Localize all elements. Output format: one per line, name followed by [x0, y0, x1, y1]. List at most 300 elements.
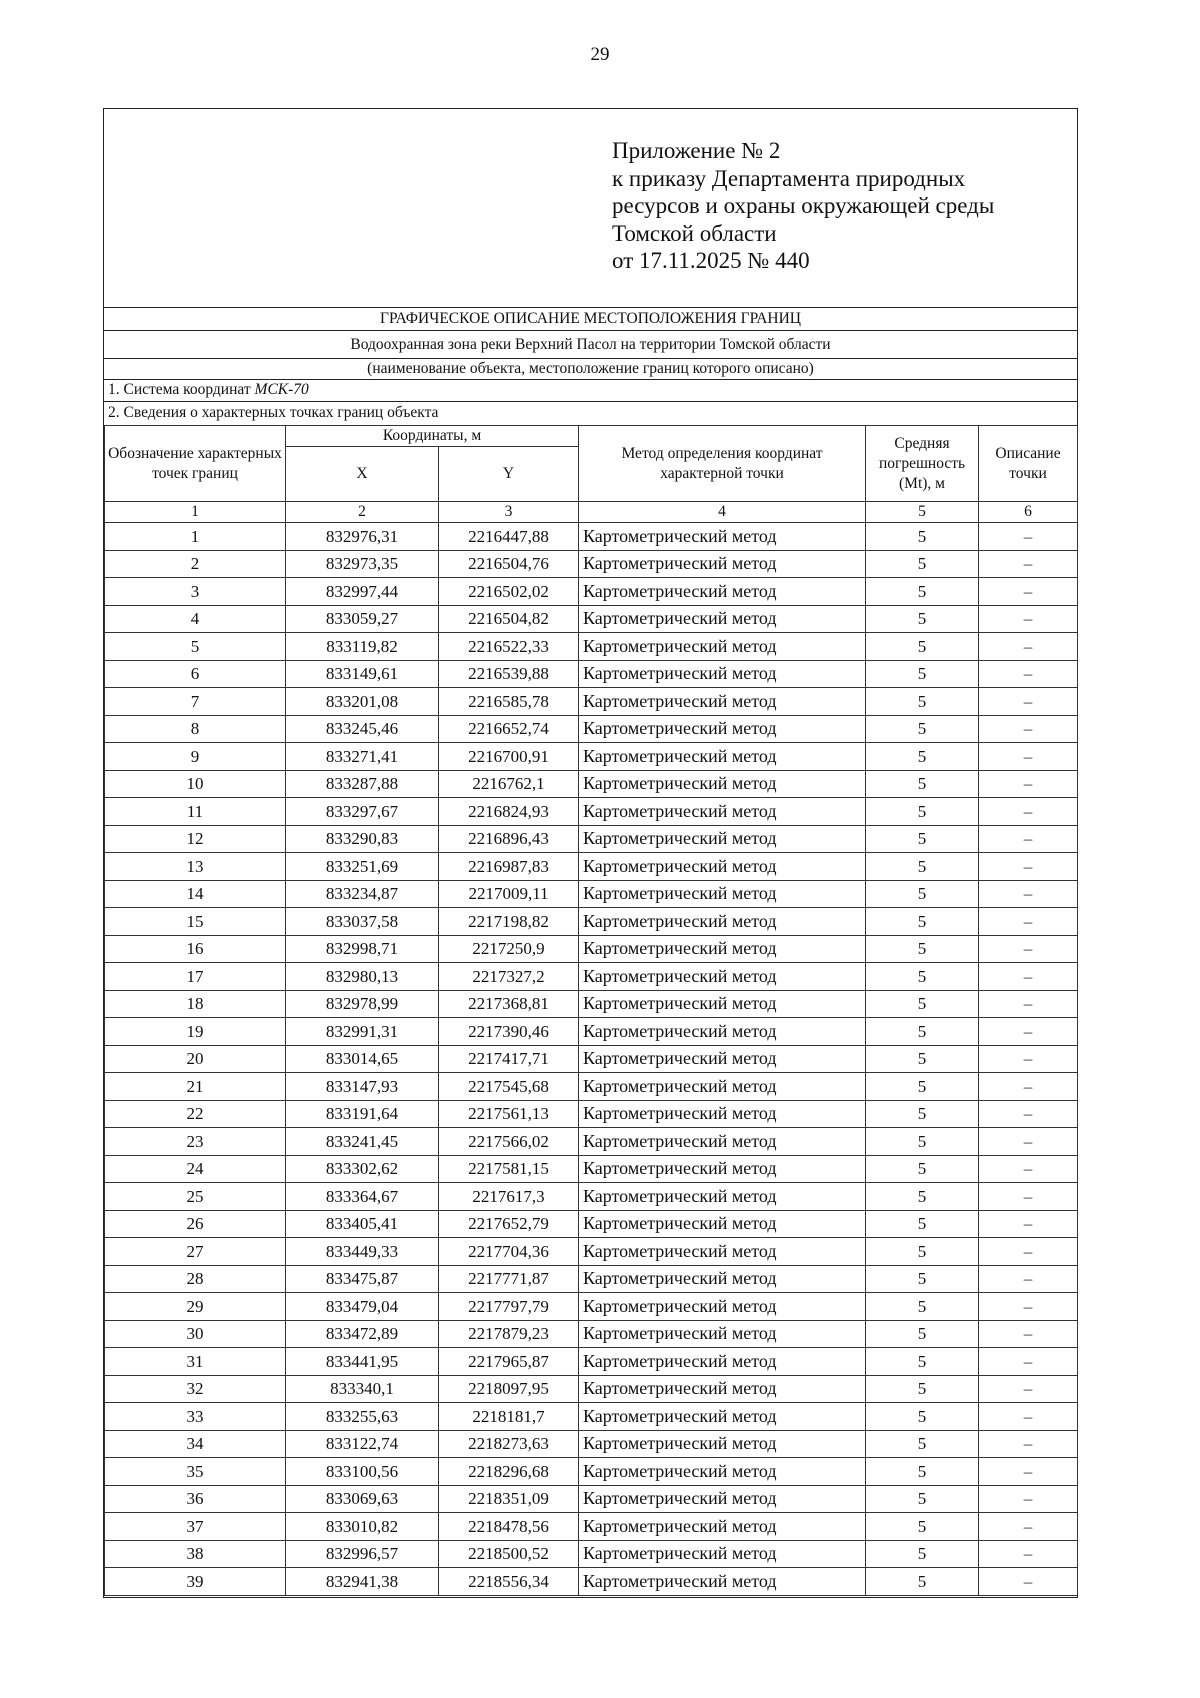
mean-error-cell: 5: [866, 1568, 979, 1596]
table-row: [105, 1210, 1078, 1238]
point-number-cell: 29: [105, 1293, 286, 1321]
method-cell: Картометрический метод: [579, 1045, 866, 1073]
point-number-cell: 9: [105, 743, 286, 771]
method-cell: Картометрический метод: [579, 743, 866, 771]
boundary-points-table: [104, 425, 1078, 1596]
point-description-cell: –: [979, 715, 1078, 743]
method-cell: Картометрический метод: [579, 990, 866, 1018]
table-row: [105, 1320, 1078, 1348]
coord-y-cell: 2216652,74: [439, 715, 579, 743]
table-row: [105, 770, 1078, 798]
coord-y-cell: 2217879,23: [439, 1320, 579, 1348]
mean-error-cell: 5: [866, 633, 979, 661]
point-description-cell: –: [979, 1018, 1078, 1046]
table-row: [105, 1485, 1078, 1513]
mean-error-cell: 5: [866, 1320, 979, 1348]
table-row: [105, 1238, 1078, 1266]
mean-error-cell: 5: [866, 743, 979, 771]
column-number: 4: [579, 502, 866, 523]
coord-x-cell: 832996,57: [286, 1540, 439, 1568]
coord-y-cell: 2217561,13: [439, 1100, 579, 1128]
coord-x-cell: 833472,89: [286, 1320, 439, 1348]
column-number: 5: [866, 502, 979, 523]
point-description-cell: –: [979, 660, 1078, 688]
coord-x-cell: 833441,95: [286, 1348, 439, 1376]
method-cell: Картометрический метод: [579, 853, 866, 881]
point-description-cell: –: [979, 1045, 1078, 1073]
point-description-cell: –: [979, 633, 1078, 661]
method-cell: Картометрический метод: [579, 1155, 866, 1183]
table-row: [105, 1293, 1078, 1321]
coord-y-cell: 2218500,52: [439, 1540, 579, 1568]
coord-y-cell: 2217581,15: [439, 1155, 579, 1183]
point-number-cell: 1: [105, 523, 286, 551]
coord-y-cell: 2218296,68: [439, 1458, 579, 1486]
point-description-cell: –: [979, 1458, 1078, 1486]
coord-x-cell: 833014,65: [286, 1045, 439, 1073]
coord-y-cell: 2217965,87: [439, 1348, 579, 1376]
coord-x-cell: 833069,63: [286, 1485, 439, 1513]
point-number-cell: 26: [105, 1210, 286, 1238]
mean-error-cell: 5: [866, 1210, 979, 1238]
table-row: [105, 1513, 1078, 1541]
coord-x-cell: 833364,67: [286, 1183, 439, 1211]
page-number: 29: [590, 44, 610, 65]
point-number-cell: 33: [105, 1403, 286, 1431]
coord-y-cell: 2217545,68: [439, 1073, 579, 1101]
table-row: [105, 880, 1078, 908]
coord-x-cell: 833100,56: [286, 1458, 439, 1486]
coord-y-cell: 2216700,91: [439, 743, 579, 771]
coord-x-cell: 833255,63: [286, 1403, 439, 1431]
method-cell: Картометрический метод: [579, 935, 866, 963]
point-number-cell: 19: [105, 1018, 286, 1046]
point-number-cell: 39: [105, 1568, 286, 1596]
coord-x-cell: 833119,82: [286, 633, 439, 661]
method-cell: Картометрический метод: [579, 880, 866, 908]
table-row: [105, 633, 1078, 661]
column-number: 2: [286, 502, 439, 523]
method-cell: Картометрический метод: [579, 1430, 866, 1458]
coord-y-cell: 2216522,33: [439, 633, 579, 661]
point-number-cell: 5: [105, 633, 286, 661]
coord-y-cell: 2218273,63: [439, 1430, 579, 1458]
point-number-cell: 25: [105, 1183, 286, 1211]
point-number-cell: 15: [105, 908, 286, 936]
table-row: [105, 1403, 1078, 1431]
point-description-cell: –: [979, 1073, 1078, 1101]
coord-y-cell: 2217417,71: [439, 1045, 579, 1073]
method-cell: Картометрический метод: [579, 963, 866, 991]
mean-error-cell: 5: [866, 935, 979, 963]
point-number-cell: 2: [105, 550, 286, 578]
table-row: [105, 743, 1078, 771]
coord-system-label: 1. Система координат: [108, 381, 251, 398]
table-row: [105, 688, 1078, 716]
point-description-cell: –: [979, 1128, 1078, 1156]
point-number-cell: 20: [105, 1045, 286, 1073]
point-description-cell: –: [979, 1430, 1078, 1458]
point-description-cell: –: [979, 1238, 1078, 1266]
point-number-cell: 37: [105, 1513, 286, 1541]
coord-y-cell: 2217797,79: [439, 1293, 579, 1321]
point-description-cell: –: [979, 1320, 1078, 1348]
point-number-cell: 27: [105, 1238, 286, 1266]
coord-system-value: МСК-70: [254, 381, 309, 398]
table-row: [105, 798, 1078, 826]
coord-x-cell: 833290,83: [286, 825, 439, 853]
mean-error-cell: 5: [866, 1348, 979, 1376]
mean-error-cell: 5: [866, 770, 979, 798]
coord-x-cell: 833122,74: [286, 1430, 439, 1458]
coord-x-cell: 832997,44: [286, 578, 439, 606]
table-row: [105, 853, 1078, 881]
mean-error-cell: 5: [866, 853, 979, 881]
table-row: [105, 825, 1078, 853]
coord-y-cell: 2216824,93: [439, 798, 579, 826]
point-description-cell: –: [979, 1265, 1078, 1293]
table-row: [105, 1155, 1078, 1183]
mean-error-cell: 5: [866, 688, 979, 716]
mean-error-cell: 5: [866, 1293, 979, 1321]
coord-x-cell: 833059,27: [286, 605, 439, 633]
coord-x-cell: 833340,1: [286, 1375, 439, 1403]
mean-error-cell: 5: [866, 523, 979, 551]
point-description-cell: –: [979, 880, 1078, 908]
coord-x-cell: 832991,31: [286, 1018, 439, 1046]
mean-error-cell: 5: [866, 605, 979, 633]
method-cell: Картометрический метод: [579, 1210, 866, 1238]
coord-y-cell: 2217566,02: [439, 1128, 579, 1156]
mean-error-cell: 5: [866, 880, 979, 908]
point-number-cell: 36: [105, 1485, 286, 1513]
appendix-block: [612, 137, 994, 275]
method-cell: Картометрический метод: [579, 523, 866, 551]
coord-x-cell: 833302,62: [286, 1155, 439, 1183]
mean-error-cell: 5: [866, 825, 979, 853]
method-cell: Картометрический метод: [579, 1320, 866, 1348]
coord-y-cell: 2217771,87: [439, 1265, 579, 1293]
method-cell: Картометрический метод: [579, 1513, 866, 1541]
coord-y-cell: 2216447,88: [439, 523, 579, 551]
point-number-cell: 7: [105, 688, 286, 716]
coord-x-cell: 833037,58: [286, 908, 439, 936]
point-description-cell: –: [979, 605, 1078, 633]
coord-x-cell: 833234,87: [286, 880, 439, 908]
coord-y-cell: 2216585,78: [439, 688, 579, 716]
coord-x-cell: 832978,99: [286, 990, 439, 1018]
method-cell: Картометрический метод: [579, 1348, 866, 1376]
table-row: [105, 1430, 1078, 1458]
coord-x-cell: 832973,35: [286, 550, 439, 578]
point-description-cell: –: [979, 1403, 1078, 1431]
header-x: X: [286, 447, 439, 502]
table-row: [105, 1265, 1078, 1293]
coord-x-cell: 833405,41: [286, 1210, 439, 1238]
method-cell: Картометрический метод: [579, 1100, 866, 1128]
point-description-cell: –: [979, 798, 1078, 826]
point-description-cell: –: [979, 1348, 1078, 1376]
point-description-cell: –: [979, 688, 1078, 716]
coord-x-cell: 833297,67: [286, 798, 439, 826]
coord-x-cell: 832941,38: [286, 1568, 439, 1596]
points-section-label: 2. Сведения о характерных точках границ объекта: [108, 404, 439, 421]
mean-error-cell: 5: [866, 1183, 979, 1211]
coord-y-cell: 2218351,09: [439, 1485, 579, 1513]
table-row: [105, 1568, 1078, 1596]
method-cell: Картометрический метод: [579, 1540, 866, 1568]
method-cell: Картометрический метод: [579, 770, 866, 798]
mean-error-cell: 5: [866, 1265, 979, 1293]
point-number-cell: 32: [105, 1375, 286, 1403]
coord-y-cell: 2216504,82: [439, 605, 579, 633]
point-description-cell: –: [979, 963, 1078, 991]
point-number-cell: 24: [105, 1155, 286, 1183]
table-row: [105, 963, 1078, 991]
table-row: [105, 908, 1078, 936]
point-number-cell: 3: [105, 578, 286, 606]
coord-y-cell: 2218556,34: [439, 1568, 579, 1596]
coord-y-cell: 2216502,02: [439, 578, 579, 606]
column-number: 3: [439, 502, 579, 523]
point-number-cell: 14: [105, 880, 286, 908]
coord-y-cell: 2217250,9: [439, 935, 579, 963]
coord-x-cell: 833287,88: [286, 770, 439, 798]
table-row: [105, 550, 1078, 578]
point-description-cell: –: [979, 578, 1078, 606]
mean-error-cell: 5: [866, 660, 979, 688]
appendix-line: Приложение № 2: [612, 138, 781, 163]
mean-error-cell: 5: [866, 798, 979, 826]
column-number: 6: [979, 502, 1078, 523]
table-row: [105, 1348, 1078, 1376]
point-number-cell: 23: [105, 1128, 286, 1156]
point-number-cell: 35: [105, 1458, 286, 1486]
point-description-cell: –: [979, 1513, 1078, 1541]
method-cell: Картометрический метод: [579, 1485, 866, 1513]
mean-error-cell: 5: [866, 1458, 979, 1486]
mean-error-cell: 5: [866, 990, 979, 1018]
divider: [104, 401, 1077, 402]
method-cell: Картометрический метод: [579, 1458, 866, 1486]
point-description-cell: –: [979, 935, 1078, 963]
point-number-cell: 4: [105, 605, 286, 633]
method-cell: Картометрический метод: [579, 1073, 866, 1101]
mean-error-cell: 5: [866, 1128, 979, 1156]
point-number-cell: 10: [105, 770, 286, 798]
table-row: [105, 660, 1078, 688]
coord-y-cell: 2217704,36: [439, 1238, 579, 1266]
coord-x-cell: 833149,61: [286, 660, 439, 688]
method-cell: Картометрический метод: [579, 1568, 866, 1596]
point-description-cell: –: [979, 1100, 1078, 1128]
coord-y-cell: 2216896,43: [439, 825, 579, 853]
point-number-cell: 12: [105, 825, 286, 853]
method-cell: Картометрический метод: [579, 605, 866, 633]
column-number: 1: [105, 502, 286, 523]
coord-x-cell: 833147,93: [286, 1073, 439, 1101]
point-number-cell: 11: [105, 798, 286, 826]
header-coordinates: Координаты, м: [286, 426, 579, 447]
method-cell: Картометрический метод: [579, 688, 866, 716]
point-description-cell: –: [979, 990, 1078, 1018]
point-number-cell: 38: [105, 1540, 286, 1568]
method-cell: Картометрический метод: [579, 908, 866, 936]
appendix-line: к приказу Департамента природных: [612, 165, 966, 191]
point-number-cell: 34: [105, 1430, 286, 1458]
mean-error-cell: 5: [866, 1403, 979, 1431]
point-description-cell: –: [979, 1183, 1078, 1211]
table-body: [105, 523, 1078, 1596]
point-number-cell: 22: [105, 1100, 286, 1128]
method-cell: Картометрический метод: [579, 715, 866, 743]
mean-error-cell: 5: [866, 908, 979, 936]
coord-y-cell: 2217390,46: [439, 1018, 579, 1046]
table-row: [105, 715, 1078, 743]
mean-error-cell: 5: [866, 1238, 979, 1266]
point-number-cell: 6: [105, 660, 286, 688]
appendix-line: ресурсов и охраны окружающей среды: [612, 193, 995, 218]
point-description-cell: –: [979, 1568, 1078, 1596]
table-row: [105, 935, 1078, 963]
point-description-cell: –: [979, 1210, 1078, 1238]
section-title: ГРАФИЧЕСКОЕ ОПИСАНИЕ МЕСТОПОЛОЖЕНИЯ ГРАНИЦ: [379, 310, 801, 327]
mean-error-cell: 5: [866, 1018, 979, 1046]
mean-error-cell: 5: [866, 1485, 979, 1513]
coord-x-cell: 832980,13: [286, 963, 439, 991]
coord-x-cell: 832976,31: [286, 523, 439, 551]
header-y: Y: [439, 447, 579, 502]
coord-y-cell: 2217652,79: [439, 1210, 579, 1238]
coord-y-cell: 2217617,3: [439, 1183, 579, 1211]
point-description-cell: –: [979, 550, 1078, 578]
method-cell: Картометрический метод: [579, 578, 866, 606]
point-number-cell: 21: [105, 1073, 286, 1101]
coord-y-cell: 2216504,76: [439, 550, 579, 578]
table-row: [105, 1458, 1078, 1486]
appendix-line: Томской области: [612, 220, 777, 246]
table-row: [105, 1018, 1078, 1046]
mean-error-cell: 5: [866, 1513, 979, 1541]
method-cell: Картометрический метод: [579, 798, 866, 826]
table-row: [105, 1375, 1078, 1403]
coord-x-cell: 833191,64: [286, 1100, 439, 1128]
coord-x-cell: 833475,87: [286, 1265, 439, 1293]
method-cell: Картометрический метод: [579, 825, 866, 853]
point-number-cell: 18: [105, 990, 286, 1018]
method-cell: Картометрический метод: [579, 1375, 866, 1403]
header-designation: Обозначение характерных точек границ: [105, 426, 286, 502]
point-description-cell: –: [979, 1293, 1078, 1321]
point-description-cell: –: [979, 825, 1078, 853]
coord-y-cell: 2217327,2: [439, 963, 579, 991]
method-cell: Картометрический метод: [579, 633, 866, 661]
point-description-cell: –: [979, 1540, 1078, 1568]
mean-error-cell: 5: [866, 1540, 979, 1568]
coord-system-row: [104, 380, 1077, 400]
coord-y-cell: 2216762,1: [439, 770, 579, 798]
coord-x-cell: 833271,41: [286, 743, 439, 771]
point-number-cell: 13: [105, 853, 286, 881]
table-row: [105, 578, 1078, 606]
point-description-cell: –: [979, 1155, 1078, 1183]
coord-y-cell: 2217009,11: [439, 880, 579, 908]
table-row: [105, 523, 1078, 551]
point-description-cell: –: [979, 1485, 1078, 1513]
method-cell: Картометрический метод: [579, 1183, 866, 1211]
table-row: [105, 1073, 1078, 1101]
coord-x-cell: 833201,08: [286, 688, 439, 716]
point-number-cell: 28: [105, 1265, 286, 1293]
coord-x-cell: 833479,04: [286, 1293, 439, 1321]
method-cell: Картометрический метод: [579, 1128, 866, 1156]
object-name: Водоохранная зона реки Верхний Пасол на территории Томской области: [350, 336, 831, 353]
mean-error-cell: 5: [866, 1430, 979, 1458]
coord-y-cell: 2217368,81: [439, 990, 579, 1018]
point-number-cell: 8: [105, 715, 286, 743]
point-description-cell: –: [979, 853, 1078, 881]
table-row: [105, 1100, 1078, 1128]
header-error: Средняя погрешность (Mt), м: [866, 426, 979, 502]
table-row: [105, 1128, 1078, 1156]
method-cell: Картометрический метод: [579, 660, 866, 688]
method-cell: Картометрический метод: [579, 1403, 866, 1431]
mean-error-cell: 5: [866, 963, 979, 991]
point-description-cell: –: [979, 523, 1078, 551]
table-row: [105, 605, 1078, 633]
table-row: [105, 1183, 1078, 1211]
point-description-cell: –: [979, 770, 1078, 798]
coord-y-cell: 2218097,95: [439, 1375, 579, 1403]
point-number-cell: 31: [105, 1348, 286, 1376]
point-number-cell: 17: [105, 963, 286, 991]
point-number-cell: 16: [105, 935, 286, 963]
mean-error-cell: 5: [866, 1100, 979, 1128]
mean-error-cell: 5: [866, 715, 979, 743]
coord-x-cell: 833245,46: [286, 715, 439, 743]
point-description-cell: –: [979, 743, 1078, 771]
point-description-cell: –: [979, 1375, 1078, 1403]
coord-x-cell: 833241,45: [286, 1128, 439, 1156]
point-number-cell: 30: [105, 1320, 286, 1348]
header-method: Метод определения координат характерной точки: [579, 426, 866, 502]
coord-y-cell: 2218478,56: [439, 1513, 579, 1541]
appendix-line: от 17.11.2025 № 440: [612, 248, 810, 273]
coord-y-cell: 2217198,82: [439, 908, 579, 936]
method-cell: Картометрический метод: [579, 1293, 866, 1321]
mean-error-cell: 5: [866, 578, 979, 606]
mean-error-cell: 5: [866, 1155, 979, 1183]
coord-y-cell: 2216539,88: [439, 660, 579, 688]
method-cell: Картометрический метод: [579, 550, 866, 578]
coord-x-cell: 833449,33: [286, 1238, 439, 1266]
coord-y-cell: 2218181,7: [439, 1403, 579, 1431]
point-description-cell: –: [979, 908, 1078, 936]
table-row: [105, 1540, 1078, 1568]
method-cell: Картометрический метод: [579, 1018, 866, 1046]
method-cell: Картометрический метод: [579, 1238, 866, 1266]
object-name-caption: (наименование объекта, местоположение границ которого описано): [367, 360, 814, 377]
mean-error-cell: 5: [866, 1073, 979, 1101]
coord-x-cell: 833010,82: [286, 1513, 439, 1541]
table-row: [105, 990, 1078, 1018]
table-row: [105, 1045, 1078, 1073]
header-description: Описание точки: [979, 426, 1078, 502]
document-frame: [103, 108, 1078, 1598]
coord-x-cell: 833251,69: [286, 853, 439, 881]
coord-x-cell: 832998,71: [286, 935, 439, 963]
divider: [104, 307, 1077, 308]
